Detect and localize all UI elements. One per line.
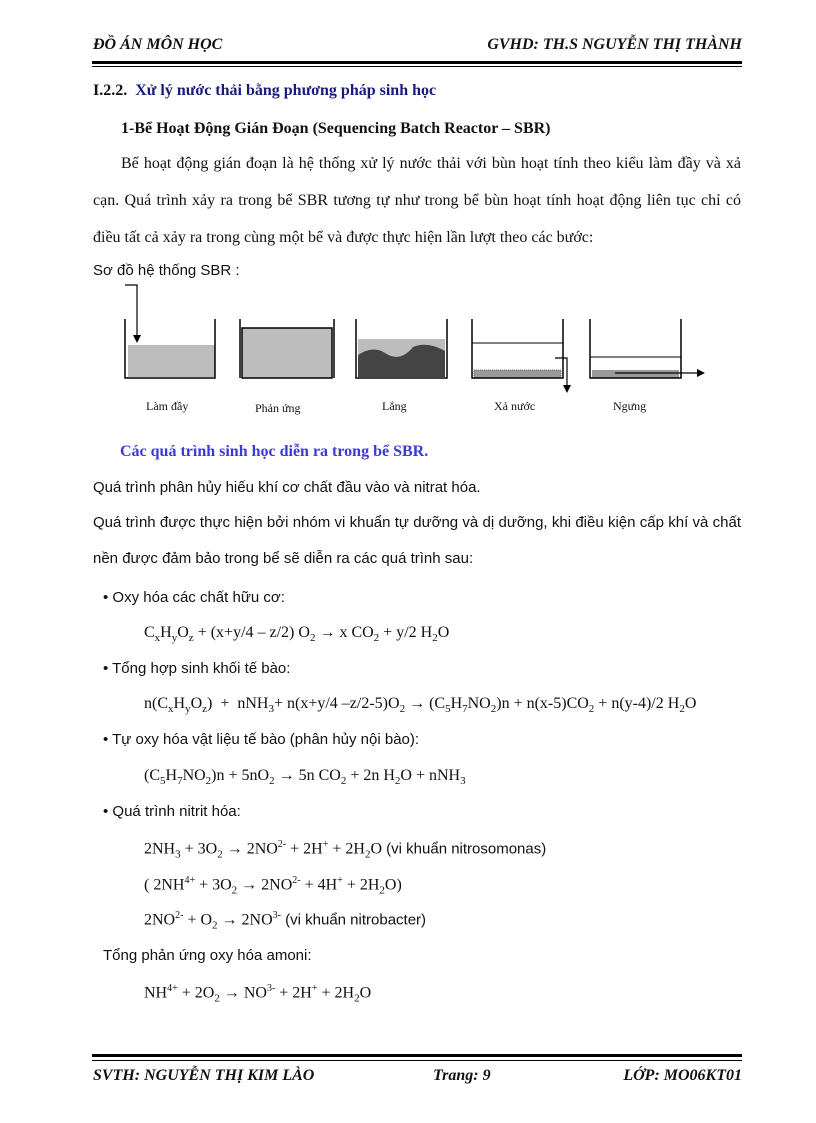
bullet-item: • Quá trình nitrit hóa:: [103, 803, 241, 820]
tank-idle: [590, 319, 705, 378]
page-number: Trang: 9: [433, 1067, 491, 1084]
intro-paragraph: Bể hoạt động gián đoạn là hệ thống xử lý nước thải với bùn hoạt tính theo kiểu làm đầy và xả cạn. Quá trình xảy ra trong bể SBR tương tự như trong bể bùn hoạt tính hoạt động liên tục chỉ có điều tất cả xảy ra trong cùng một bể và được thực hiện lần lượt theo các bước:: [93, 155, 741, 246]
footer-left: SVTH: NGUYỄN THỊ KIM LÀO: [93, 1067, 315, 1084]
equation: ( $2NH^{4+} + 3O_2 \to 2NO^{2-} + 4H^+ + 2H_2O$): [144, 875, 402, 897]
tank-fill: [125, 285, 215, 378]
footer-right: LỚP: MO06KT01: [623, 1067, 742, 1084]
equation-note: (vi khuẩn nitrosomonas): [382, 840, 547, 858]
equation-note: (vi khuẩn nitrobacter): [280, 911, 427, 929]
equation: $NH^{4+} + 2O_2 \to NO^{3-} + 2H^+ + 2H_2O$: [144, 983, 372, 1005]
section-heading: [93, 82, 436, 100]
footer-rule: [92, 1054, 742, 1057]
header-right: GVHD: TH.S NGUYỄN THỊ THÀNH: [487, 36, 742, 53]
equation: $2NO^{2-} + O_2 \to 2NO^{3-}$ (vi khuẩn nitrobacter): [144, 910, 427, 932]
paragraph: Quá trình được thực hiện bởi nhóm vi khuẩn tự dưỡng và dị dưỡng, khi điều kiện cấp khí và chất nền được đảm bảo trong bể sẽ diễn ra các quá trình sau:: [93, 514, 741, 567]
bullet-item: • Oxy hóa các chất hữu cơ:: [103, 589, 285, 606]
equation: $n(C_xH_yO_z) + nNH_3+ n(x+y/4$ $-z/2-5)O_2 \to (C_5H_7NO_2)n + n(x-5)CO_2 + n(y-4)/2$ $H_2O$: [144, 695, 697, 716]
header-rule: [92, 61, 742, 64]
equation: $C_xH_yO_z + (x+y/4 - z/2) O_2 \to x$ $CO_2 + y/2$ $H_2O$: [144, 624, 450, 645]
paragraph: Quá trình phân hủy hiếu khí cơ chất đầu vào và nitrat hóa.: [93, 479, 481, 496]
bullet-item: • Tự oxy hóa vật liệu tế bào (phân hủy nội bào):: [103, 731, 420, 748]
step-label: Ngưng: [613, 399, 647, 413]
equation: $2NH_3 + 3O_2 \to 2NO^{2-} + 2H^+ + 2H_2O$ (vi khuẩn nitrosomonas): [144, 839, 547, 861]
tank-drain: [472, 319, 571, 393]
tank-settle: [356, 319, 447, 378]
step-label: Làm đầy: [146, 399, 189, 413]
diagram-title: Sơ đồ hệ thống SBR :: [93, 262, 240, 279]
subsection-heading: 1-Bể Hoạt Động Gián Đoạn (Sequencing Batch Reactor – SBR): [121, 120, 551, 137]
section-title: Xử lý nước thải bằng phương pháp sinh học: [135, 82, 437, 99]
step-label: Lắng: [382, 399, 407, 413]
processes-title: Các quá trình sinh học diễn ra trong bể SBR.: [120, 443, 429, 460]
footer-rule-thin: [92, 1060, 742, 1061]
amoni-title: Tổng phản ứng oxy hóa amoni:: [103, 947, 312, 964]
header-rule-thin: [92, 66, 742, 67]
sbr-diagram: [115, 283, 715, 393]
section-number: I.2.2.: [93, 82, 128, 99]
step-label: Xả nước: [494, 399, 536, 413]
step-label: Phản ứng: [255, 401, 301, 415]
header-left: ĐỒ ÁN MÔN HỌC: [93, 36, 223, 53]
tank-react: [240, 319, 334, 378]
equation: $(C_5H_7NO_2)n + 5nO_2 \to 5n$ $CO_2 + 2n$ $H_2O + nNH_3$: [144, 767, 466, 788]
bullet-item: • Tổng hợp sinh khối tế bào:: [103, 660, 291, 677]
